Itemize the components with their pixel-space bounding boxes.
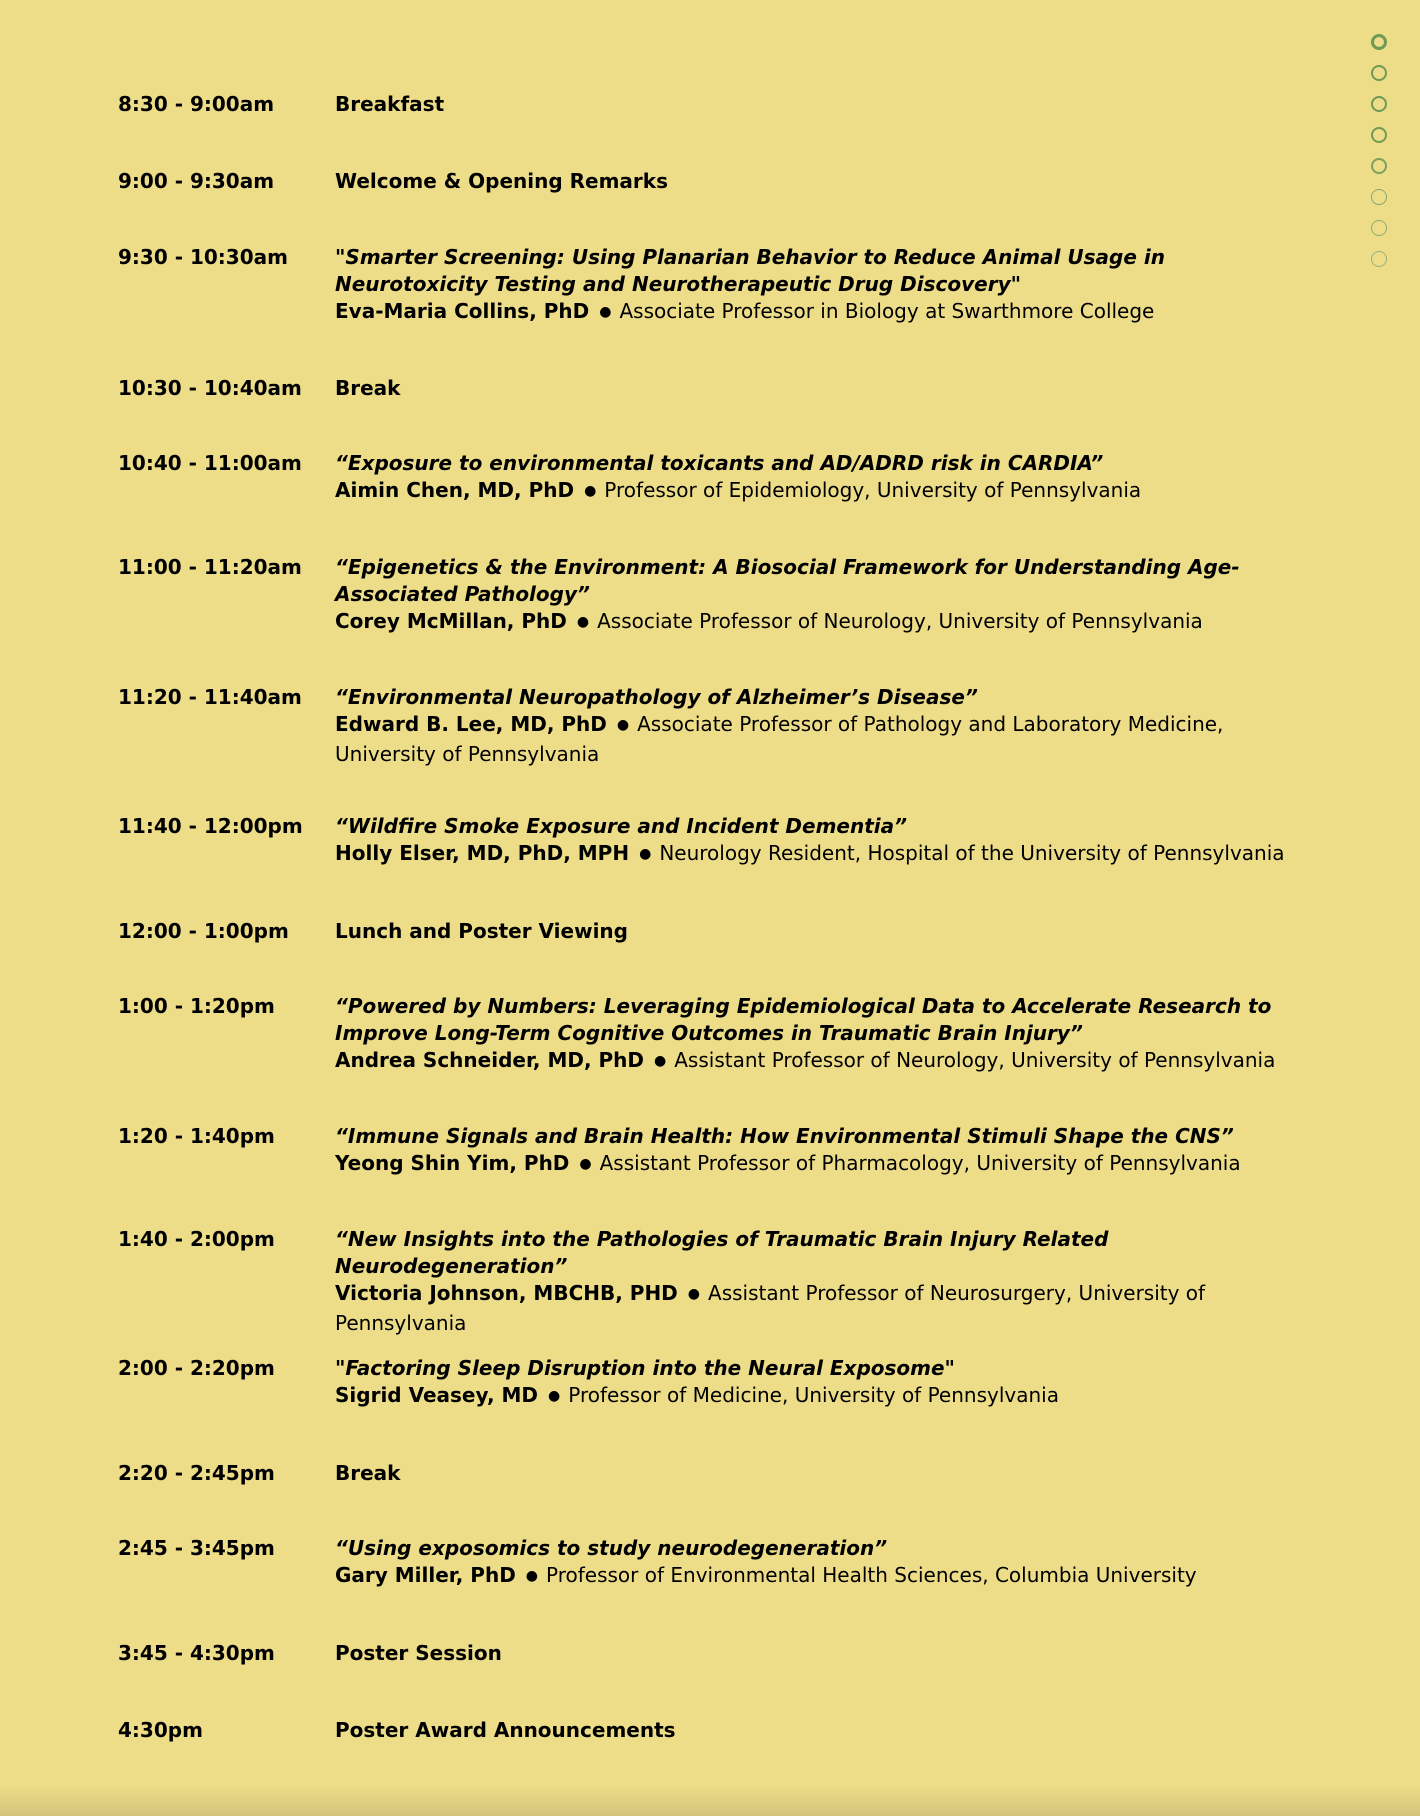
session-time: 1:20 - 1:40pm [118,1124,275,1148]
session-time: 9:30 - 10:30am [118,245,288,269]
session-label: Welcome & Opening Remarks [335,169,668,193]
session-time: 8:30 - 9:00am [118,92,275,116]
speaker-affiliation: Assistant Professor of Neurosurgery, University of Pennsylvania [335,1281,1206,1335]
talk-title: “Environmental Neuropathology of Alzheimer’s Disease” [335,685,978,709]
bottom-fade [0,1786,1420,1816]
bullet-separator: ● [639,846,652,862]
session-label: Poster Award Announcements [335,1718,676,1742]
session-time: 1:40 - 2:00pm [118,1227,275,1251]
bullet-separator: ● [548,1388,561,1404]
speaker-affiliation: Associate Professor of Pathology and Laboratory Medicine, University of Pennsylvania [335,712,1224,766]
speaker-name: Corey McMillan, PhD [335,609,567,633]
speaker-affiliation: Professor of Environmental Health Sciences, Columbia University [546,1563,1197,1587]
bullet-separator: ● [616,717,630,733]
session-label: Poster Session [335,1641,502,1665]
nav-dot[interactable] [1371,127,1387,143]
speaker-name: Sigrid Veasey, MD [335,1383,539,1407]
session-label: Breakfast [335,92,445,116]
speaker-affiliation: Professor of Epidemiology, University of Pennsylvania [604,478,1142,502]
speaker-affiliation: Neurology Resident, Hospital of the University of Pennsylvania [659,841,1285,865]
nav-dot[interactable] [1371,251,1387,267]
session-time: 4:30pm [118,1718,203,1742]
session-time: 2:00 - 2:20pm [118,1356,275,1380]
bullet-separator: ● [654,1053,667,1069]
session-time: 11:20 - 11:40am [118,685,302,709]
speaker-affiliation: Professor of Medicine, University of Pennsylvania [568,1383,1059,1407]
bullet-separator: ● [576,614,590,630]
talk-title: "Smarter Screening: Using Planarian Behavior to Reduce Animal Usage in Neurotoxicity Testing and Neurotherapeutic Drug Discovery" [335,245,1165,296]
bullet-separator: ● [687,1286,701,1302]
session-time: 1:00 - 1:20pm [118,994,275,1018]
bullet-separator: ● [525,1568,539,1584]
nav-dot[interactable] [1371,96,1387,112]
speaker-name: Aimin Chen, MD, PhD [335,478,575,502]
bullet-separator: ● [584,483,597,499]
talk-title: “Exposure to environmental toxicants and AD/ADRD risk in CARDIA” [335,451,1104,475]
speaker-affiliation: Assistant Professor of Pharmacology, University of Pennsylvania [599,1151,1241,1175]
section-nav [1371,34,1387,282]
speaker-name: Andrea Schneider, MD, PhD [335,1048,645,1072]
nav-dot[interactable] [1371,34,1387,50]
session-label: Lunch and Poster Viewing [335,919,628,943]
nav-dot[interactable] [1371,220,1387,236]
talk-title: "Factoring Sleep Disruption into the Neural Exposome" [335,1356,955,1380]
speaker-name: Eva-Maria Collins, PhD [335,299,590,323]
session-time: 10:40 - 11:00am [118,451,302,475]
session-time: 12:00 - 1:00pm [118,919,289,943]
speaker-name: Gary Miller, PhD [335,1563,516,1587]
talk-title: “Wildfire Smoke Exposure and Incident Dementia” [335,814,908,838]
talk-title: “Immune Signals and Brain Health: How Environmental Stimuli Shape the CNS” [335,1124,1234,1148]
speaker-name: Victoria Johnson, MBCHB, PHD [335,1281,678,1305]
bullet-separator: ● [579,1156,592,1172]
speaker-affiliation: Associate Professor of Neurology, University of Pennsylvania [597,609,1203,633]
speaker-name: Edward B. Lee, MD, PhD [335,712,607,736]
session-label: Break [335,1461,401,1485]
session-time: 9:00 - 9:30am [118,169,275,193]
nav-dot[interactable] [1371,65,1387,81]
talk-title: “Using exposomics to study neurodegeneration” [335,1536,888,1560]
session-time: 3:45 - 4:30pm [118,1641,275,1665]
session-time: 2:20 - 2:45pm [118,1461,275,1485]
session-time: 11:40 - 12:00pm [118,814,303,838]
session-time: 11:00 - 11:20am [118,555,302,579]
session-time: 2:45 - 3:45pm [118,1536,275,1560]
speaker-name: Yeong Shin Yim, PhD [335,1151,570,1175]
talk-title: “Epigenetics & the Environment: A Biosocial Framework for Understanding Age-Associated Pathology” [335,555,1240,606]
nav-dot[interactable] [1371,158,1387,174]
speaker-name: Holly Elser, MD, PhD, MPH [335,841,630,865]
speaker-affiliation: Associate Professor in Biology at Swarthmore College [619,299,1155,323]
session-label: Break [335,376,401,400]
session-time: 10:30 - 10:40am [118,376,302,400]
speaker-affiliation: Assistant Professor of Neurology, University of Pennsylvania [674,1048,1276,1072]
nav-dot[interactable] [1371,189,1387,205]
talk-title: “New Insights into the Pathologies of Traumatic Brain Injury Related Neurodegeneration” [335,1227,1109,1278]
bullet-separator: ● [599,304,612,320]
talk-title: “Powered by Numbers: Leveraging Epidemiological Data to Accelerate Research to Improve Long-Term Cognitive Outcomes in Traumatic Brain Injury” [335,994,1272,1045]
